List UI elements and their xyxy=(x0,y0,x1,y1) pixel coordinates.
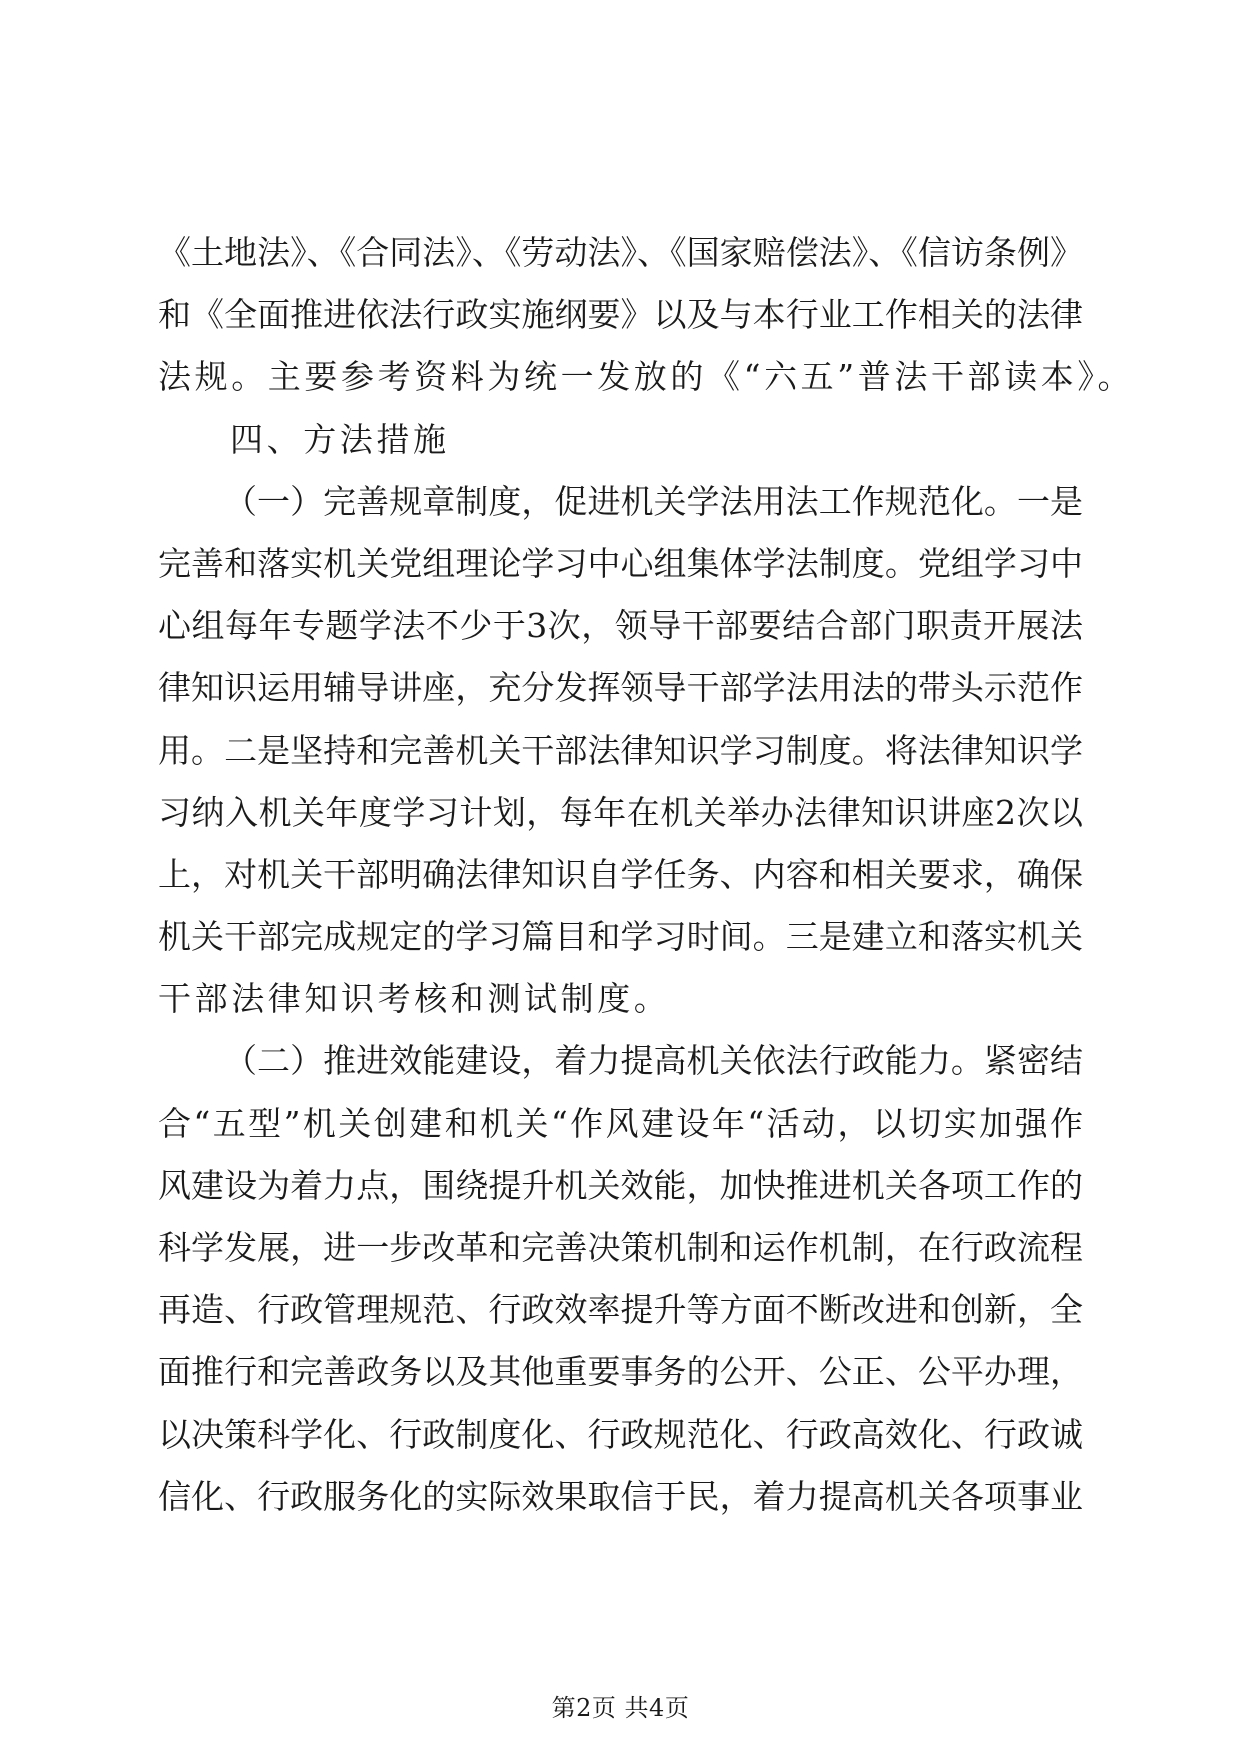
text-line: 机关干部完成规定的学习篇目和学习时间。三是建立和落实机关 xyxy=(158,917,1083,957)
text-line: 心组每年专题学法不少于3次，领导干部要结合部门职责开展法 xyxy=(158,606,1083,646)
text-line: 信化、行政服务化的实际效果取信于民，着力提高机关各项事业 xyxy=(158,1476,1083,1516)
text-line: 习纳入机关年度学习计划，每年在机关举办法律知识讲座2次以 xyxy=(158,792,1083,832)
document-body xyxy=(158,222,1135,1528)
text-line: 合“五型”机关创建和机关“作风建设年“活动，以切实加强作 xyxy=(158,1103,1083,1143)
text-line: 再造、行政管理规范、行政效率提升等方面不断改进和创新，全 xyxy=(158,1290,1083,1330)
text-line: （一）完善规章制度，促进机关学法用法工作规范化。一是 xyxy=(224,481,1083,521)
text-line: 律知识运用辅导讲座，充分发挥领导干部学法用法的带头示范作 xyxy=(158,668,1083,708)
text-line: 干部法律知识考核和测试制度。 xyxy=(158,979,671,1019)
text-line: 《土地法》、《合同法》、《劳动法》、《国家赔偿法》、《信访条例》 xyxy=(158,233,1083,272)
text-line: 风建设为着力点，围绕提升机关效能，加快推进机关各项工作的 xyxy=(158,1165,1083,1205)
text-line: 法规。主要参考资料为统一发放的《“六五”普法干部读本》。 xyxy=(158,357,1135,397)
text-line: 上，对机关干部明确法律知识自学任务、内容和相关要求，确保 xyxy=(158,854,1083,894)
text-line: 完善和落实机关党组理论学习中心组集体学法制度。党组学习中 xyxy=(158,543,1083,583)
section-heading: 四、方法措施 xyxy=(230,419,450,459)
text-line: 科学发展，进一步改革和完善决策机制和运作机制，在行政流程 xyxy=(158,1228,1083,1267)
text-line: 以决策科学化、行政制度化、行政规范化、行政高效化、行政诚 xyxy=(158,1414,1083,1454)
text-line: 用。二是坚持和完善机关干部法律知识学习制度。将法律知识学 xyxy=(158,730,1083,770)
page-number-footer: 第2页 共4页 xyxy=(551,1694,690,1722)
paragraph-efficiency-building xyxy=(158,1030,1083,1528)
paragraph-rules-system xyxy=(158,471,1083,1031)
text-line: 面推行和完善政务以及其他重要事务的公开、公正、公平办理， xyxy=(158,1352,1083,1392)
text-line: 和《全面推进依法行政实施纲要》以及与本行业工作相关的法律 xyxy=(158,295,1083,335)
paragraph-laws-list xyxy=(158,222,1135,409)
text-line: （二）推进效能建设，着力提高机关依法行政能力。紧密结 xyxy=(224,1041,1083,1081)
